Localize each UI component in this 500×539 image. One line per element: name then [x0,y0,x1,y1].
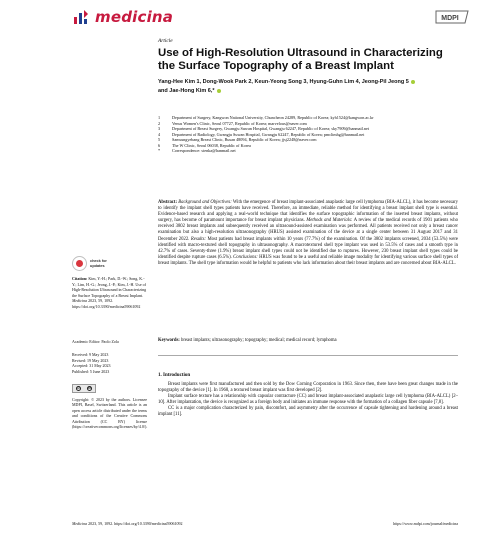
updates-line1: check for [90,259,107,264]
affiliation-number: 3 [158,126,161,132]
abstract-results-label: Results: [190,236,206,242]
editor-name: Paolo Zola [101,339,119,344]
paragraph: Implant surface texture has a relationship with capsular contracture (CC) and breast implant-associated anaplastic large cell lymphoma (BIA-ALCL) [2–10]. After implantation, the device is recognized as a foreign body and initiates an immune response with the formation of a collagen fiber capsule [7,8]. [158,394,458,406]
copyright-text: Copyright: © 2023 by the authors. Licensee MDPI, Basel, Switzerland. This article is an open access article distributed under the terms and conditions of the Creative Commons Attribution (CC BY) license (https://creativecommons.org/licenses/by/4.0/). [72,397,148,430]
abstract-conclusions-text: HRUS was found to be a useful and reliable image modality for identifying various surface shell types of breast implants. The shell type information would be helpful to patients who lack information about their breast implants and are concerned about BIA-ALCL. [158,254,459,266]
article-title: Use of High-Resolution Ultrasound in Characterizing the Surface Topography of a Breast Implant [158,47,443,72]
abstract-methods-text: A review of the medical records of 1901 patients who received 3802 breast implants and subsequently received an ultrasound-assisted examination was performed. All patients received not only a breast cancer examination but also a high-resolution ultrasonography (HRUS) assisted examination of the device at a single center between 31 August 2017 and 31 December 2022. [158,218,458,242]
svg-text:MDPI: MDPI [441,15,459,22]
affiliation-text: Samsungyebang Breast Clinic, Busan 48094, Republic of Korea; jjsj2248@naver.com [172,137,317,143]
abstract-label: Abstract: [158,200,178,205]
footer-citation [72,521,182,526]
editor-label: Academic Editor: [72,339,101,344]
cc-license-badge[interactable] [72,384,96,393]
mdpi-logo-icon[interactable] [434,8,470,26]
affiliation-number: 5 [158,137,161,143]
date-value: 31 May 2023 [89,363,111,368]
affiliation-text: Department of Surgery, Kangwon National University, Chuncheon 24289, Republic of Korea; kyh1524@kangwon.ac.kr [172,115,374,120]
journal-logo-icon [72,8,90,26]
date-label: Accepted: [72,363,89,368]
correspondence-item [158,148,458,154]
affiliation-number: 1 [158,115,161,120]
correspondence-text[interactable]: Correspondence: stenka@hanmail.net [172,148,236,154]
keywords [158,338,458,344]
section-divider [158,355,458,356]
date-value: 5 June 2023 [89,368,110,374]
article-type: Article [158,38,173,44]
introduction-body [158,382,458,419]
affiliation-text: Department of Radiology, Gwangju Suwan Hospital, Gwangju 62247, Republic of Korea; pmclimhg@hanmail.net [172,131,365,137]
abstract [158,200,458,267]
affiliation-number: 4 [158,131,161,137]
introduction-heading: 1. Introduction [158,373,191,378]
affiliation-text: Venus Women's Clinic, Seoul 07727, Republic of Korea; marvelous@naver.com [172,120,307,126]
footer-journal: Medicina [72,521,88,526]
affiliation-text: Department of Breast Surgery, Gwangju Suwan Hospital, Gwangju 62247, Republic of Korea; sky7909@hanmail.net [172,126,370,132]
check-for-updates-badge[interactable] [72,256,107,271]
date-value: 9 May 2023 [89,352,109,357]
journal-header[interactable] [72,6,173,28]
orcid-icon[interactable] [217,89,221,93]
date-label: Published: [72,368,89,374]
affiliation-list [158,115,458,154]
by-icon: BY [88,387,92,390]
academic-editor [72,339,147,344]
date-label: Received: [72,352,88,357]
keywords-label: Keywords: [158,338,180,343]
abstract-background-text: With the emergence of breast implant-associated anaplastic large cell lymphoma (BIA-ALCL), it has become necessary to identify the implant shell types patients have received. Therefore, an immediate, reliable method for identifying a breast implant shell type is essential. Evidence-based research and applying a real-world technique that identifies the surface topographic information of the inserted breast implants, without surgery, has become of paramount importance for breast implant physicians. [158,200,458,224]
paragraph: CC is a major complication characterized by pain, discomfort, and asymmetry after the occurrence of capsule tightening and hardening around a breast implant [11]. [158,406,458,418]
author-list [158,78,458,96]
footer-journal-url[interactable]: https://www.mdpi.com/journal/medicina [393,521,458,526]
affiliation-number: 2 [158,120,161,126]
date-row [72,369,147,375]
paragraph: Breast implants were first manufactured and then sold by the Dow Corning Corporation in 1963. Since then, there have been great changes made in the topography of the device [1]. In 1968, a textured breast implant was first developed [2]. [158,382,458,394]
citation-doi-link[interactable]: 2023, 59, 1092. https://doi.org/10.3390/medicina59061092 [72,298,141,309]
publication-dates [72,352,147,374]
abstract-methods-label: Methods and Materials: [306,218,353,224]
affiliation-number: 6 [158,142,161,148]
check-updates-icon [72,256,87,271]
abstract-background-label: Background and Objectives: [178,200,232,205]
cc-icon: cc [77,387,80,390]
citation-block [72,276,147,309]
abstract-results-text: Most patients had breast implants within 10 years (77.7%) of the examination. Of the 3802 implants screened, 2034 (53.5%) were identified with macro-textured shell topography in ultrasonography. A macrotextured shell type implant was used in 53.5% of cases and a smooth type in 42.7% of cases. Seventy-three (1.9%) breast implant shell types could not be identified due to ruptures. However, 230 breast implant shell types could be identified despite rupture cases (6.5%). [158,236,459,260]
date-label: Revised: [72,357,86,363]
journal-name: medicina [95,8,174,26]
date-value: 19 May 2023 [87,357,109,363]
author-line[interactable]: Yang-Hee Kim 1, Dong-Wook Park 2, Keun-Yeong Song 3, Hyung-Guhn Lim 4, Jeong-Pil Jeong 5 [158,79,409,85]
orcid-icon[interactable] [411,80,415,84]
footer-doi-link[interactable]: 2023, 59, 1092. https://doi.org/10.3390/medicina59061092 [88,521,183,526]
citation-label: Citation: [72,276,88,281]
author-line[interactable]: and Jae-Hong Kim 6,* [158,88,215,94]
abstract-conclusions-label: Conclusions: [233,254,258,260]
updates-line2: updates [90,263,105,268]
affiliation-text: The W Clinic, Seoul 06038, Republic of Korea [172,142,251,148]
affiliation-number: * [158,148,161,154]
citation-journal: Medicina [72,298,88,303]
citation-text: Kim, Y.-H.; Park, D.-W.; Song, K.-Y.; Lim, H.-G.; Jeong, J.-P.; Kim, J.-H. Use of High-Resolution Ultrasound in Characterizing the Surface Topography of a Breast Implant. [72,276,147,298]
keywords-text: breast implants; ultrasonography; topography; medical; medical record; lymphoma [181,338,337,343]
